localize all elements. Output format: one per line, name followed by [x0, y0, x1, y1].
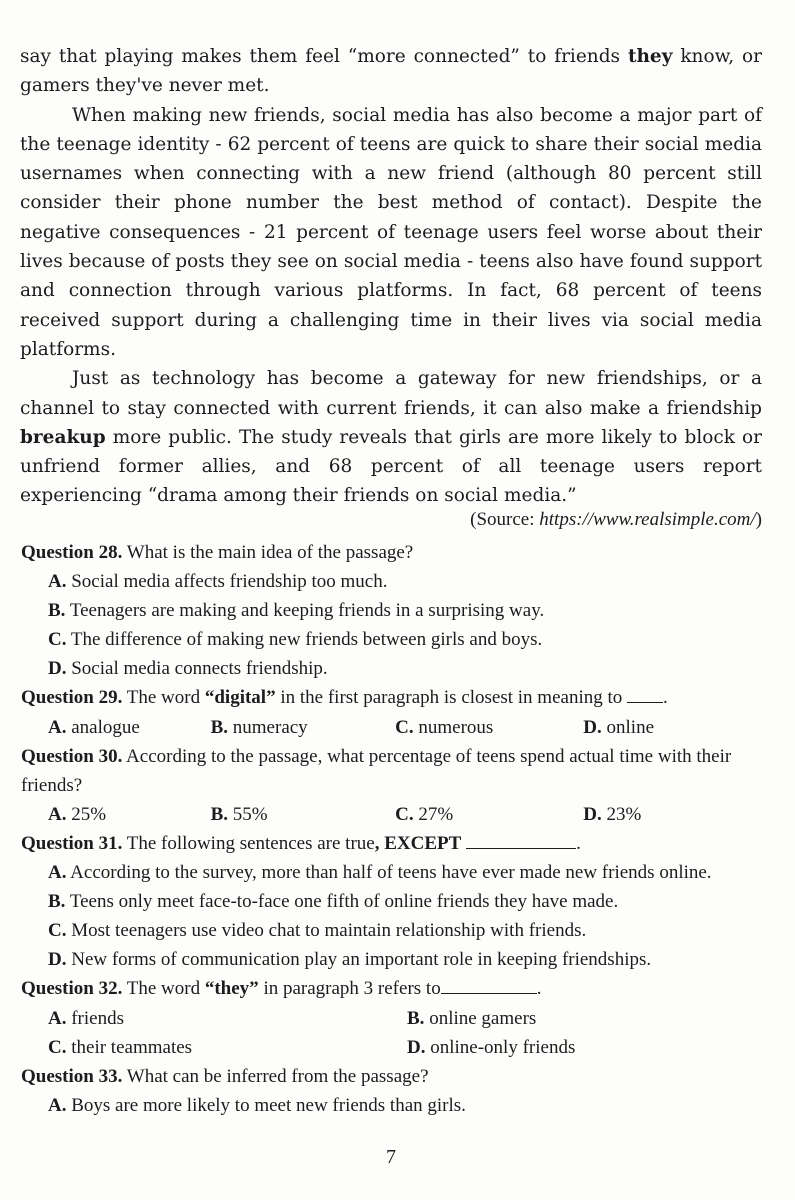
question-30: Question 30. According to the passage, what percentage of teens spend actual time with their friends?	[21, 745, 732, 796]
question-32-option-d: D. online-only friends	[407, 1036, 576, 1058]
question-31-option-b: B. Teens only meet face-to-face one fifth of online friends they have made.	[48, 891, 619, 913]
question-33: Question 33. What can be inferred from the passage?	[21, 1065, 429, 1087]
question-30-option-c: C. 27%	[395, 803, 454, 825]
question-32-option-c: C. their teammates	[48, 1036, 193, 1058]
question-32-options-row-1	[21, 1004, 766, 1033]
question-32: Question 32. The word “they” in paragraph 3 refers to .	[21, 978, 542, 1000]
question-29: Question 29. The word “digital” in the first paragraph is closest in meaning to .	[21, 687, 668, 709]
question-29-option-a: A. analogue	[48, 716, 140, 738]
question-29-option-c: C. numerous	[395, 716, 494, 738]
paragraph-3: Just as technology has become a gateway for new friendships, or a channel to stay connected with current friends, it can also make a friendship breakup more public. The study reveals that girls are more likely to block or unfriend former allies, and 68 percent of all teenage users report experiencing “drama among their friends on social media.”	[20, 368, 762, 507]
paragraph-1-end: say that playing makes them feel “more connected” to friends they know, or gamers they've never met.	[20, 46, 762, 97]
question-28-option-a: A. Social media affects friendship too much.	[48, 571, 388, 593]
question-30-option-a: A. 25%	[48, 803, 107, 825]
question-29-options	[21, 713, 766, 742]
question-31-option-a: A. According to the survey, more than half of teens have ever made new friends online.	[48, 862, 712, 884]
question-28-option-d: D. Social media connects friendship.	[48, 658, 328, 680]
reading-passage	[20, 42, 762, 511]
bold-word-they: they	[627, 46, 673, 67]
bold-word-breakup: breakup	[20, 426, 106, 448]
question-28-option-c: C. The difference of making new friends between girls and boys.	[48, 629, 543, 651]
question-31-option-d: D. New forms of communication play an important role in keeping friendships.	[48, 949, 652, 971]
source-citation: (Source: https://www.realsimple.com/)	[470, 509, 762, 530]
page-number: 7	[386, 1146, 396, 1168]
question-31-option-c: C. Most teenagers use video chat to maintain relationship with friends.	[48, 920, 587, 942]
question-33-option-a: A. Boys are more likely to meet new friends than girls.	[48, 1094, 466, 1116]
paragraph-2: When making new friends, social media has also become a major part of the teenage identity - 62 percent of teens are quick to share their social media usernames when connecting with a new friend (although 80 percent still consider their phone number the best method of contact). Despite the negative consequences - 21 percent of teenage users feel worse about their lives because of posts they see on social media - teens also have found support and connection through various platforms. In fact, 68 percent of teens received support during a challenging time in their lives via social media platforms.	[20, 104, 762, 360]
question-32-option-a: A. friends	[48, 1007, 124, 1029]
question-30-options	[21, 800, 766, 829]
question-29-option-b: B. numeracy	[210, 716, 308, 738]
answer-blank	[466, 832, 576, 849]
question-30-option-b: B. 55%	[210, 803, 268, 825]
question-28: Question 28. What is the main idea of the passage?	[21, 542, 414, 563]
answer-blank	[441, 977, 537, 994]
question-30-option-d: D. 23%	[583, 803, 642, 825]
source-url: https://www.realsimple.com/	[539, 509, 756, 530]
question-32-option-b: B. online gamers	[407, 1007, 537, 1029]
question-32-options-row-2	[21, 1033, 766, 1062]
question-29-option-d: D. online	[583, 716, 655, 738]
question-28-option-b: B. Teenagers are making and keeping friends in a surprising way.	[48, 600, 545, 622]
question-31: Question 31. The following sentences are true, EXCEPT .	[21, 832, 581, 854]
question-list	[21, 538, 766, 1120]
answer-blank	[627, 686, 663, 703]
